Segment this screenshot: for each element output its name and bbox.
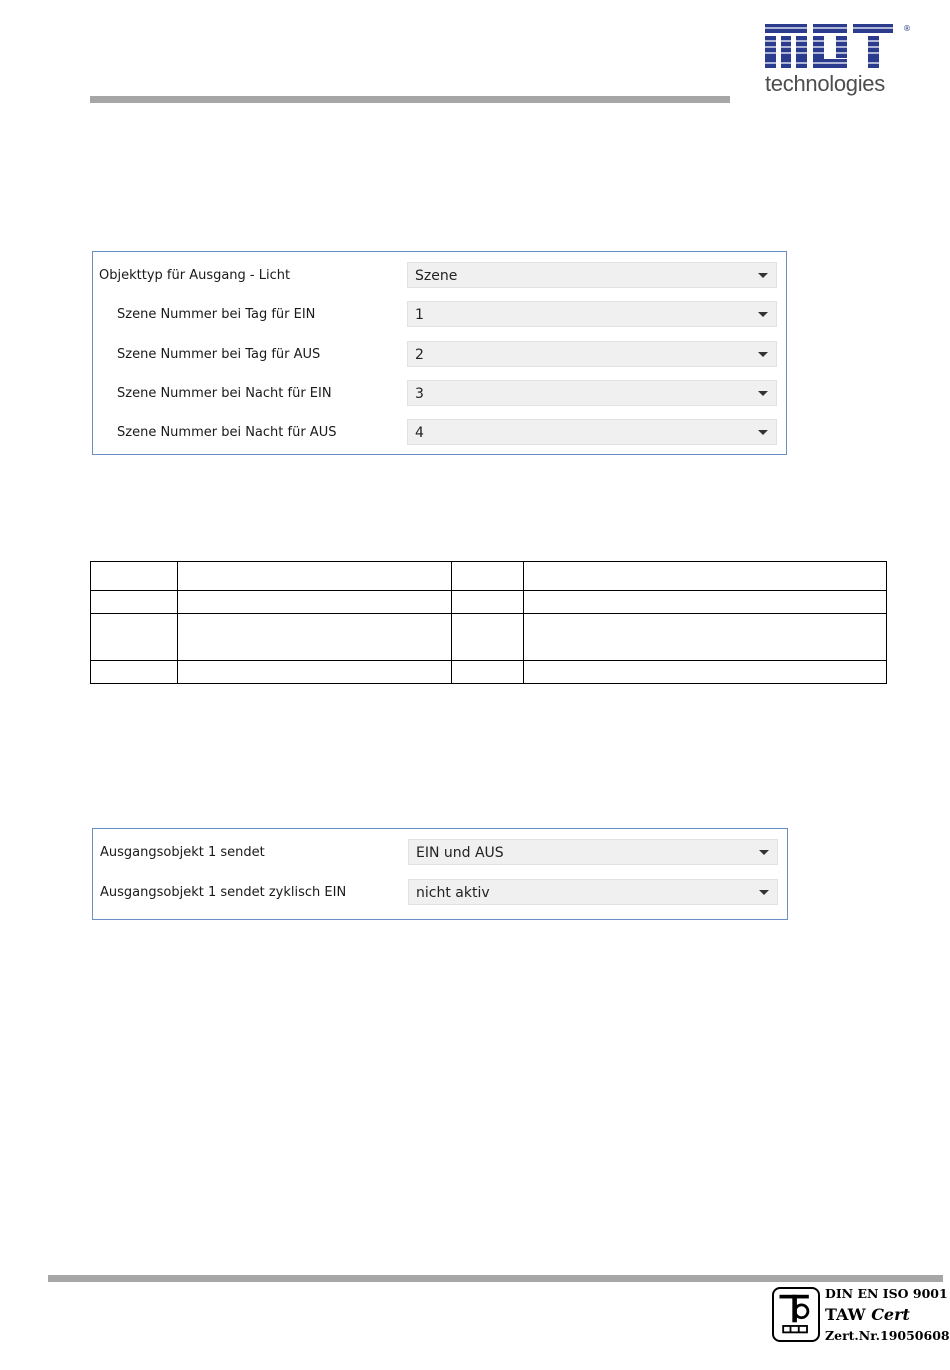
cert-taw-cert: Cert bbox=[871, 1305, 910, 1324]
empty-table bbox=[90, 561, 887, 684]
footer-rule bbox=[48, 1275, 943, 1282]
param-label: Szene Nummer bei Nacht für EIN bbox=[117, 386, 332, 401]
sendet-select[interactable] bbox=[408, 839, 778, 865]
scene-nacht-ein-select[interactable] bbox=[407, 380, 777, 406]
param-label: Ausgangsobjekt 1 sendet bbox=[100, 845, 265, 860]
scene-tag-aus-select[interactable] bbox=[407, 341, 777, 367]
scene-tag-ein-select[interactable] bbox=[407, 301, 777, 327]
param-label: Objekttyp für Ausgang - Licht bbox=[99, 268, 291, 283]
select-value: 1 bbox=[415, 307, 424, 323]
chevron-down-icon bbox=[758, 273, 768, 278]
scene-parameter-panel bbox=[92, 251, 787, 455]
cert-number: Zert.Nr.19050608 bbox=[825, 1328, 950, 1343]
param-row-objekttyp bbox=[93, 262, 786, 290]
param-row-nacht-aus bbox=[93, 419, 786, 447]
taw-cert-logo bbox=[772, 1287, 820, 1342]
param-row-nacht-ein bbox=[93, 380, 786, 408]
select-value: EIN und AUS bbox=[416, 845, 504, 861]
chevron-down-icon bbox=[758, 312, 768, 317]
cert-taw-name: TAW bbox=[825, 1305, 872, 1324]
scene-nacht-aus-select[interactable] bbox=[407, 419, 777, 445]
chevron-down-icon bbox=[758, 391, 768, 396]
param-row-sendet bbox=[93, 839, 787, 867]
param-label: Szene Nummer bei Tag für AUS bbox=[117, 347, 321, 362]
param-row-tag-aus bbox=[93, 341, 786, 369]
cert-iso: DIN EN ISO 9001 bbox=[825, 1286, 948, 1301]
chevron-down-icon bbox=[759, 890, 769, 895]
objekttyp-select[interactable] bbox=[407, 262, 777, 288]
param-label: Szene Nummer bei Nacht für AUS bbox=[117, 425, 337, 440]
table-row bbox=[91, 614, 887, 661]
select-value: 3 bbox=[415, 386, 424, 402]
select-value: 2 bbox=[415, 347, 424, 363]
registered-mark: ® bbox=[903, 24, 911, 33]
select-value: Szene bbox=[415, 268, 458, 284]
cert-taw bbox=[825, 1305, 910, 1324]
select-value: 4 bbox=[415, 425, 424, 441]
param-label: Szene Nummer bei Tag für EIN bbox=[117, 307, 316, 322]
header-rule bbox=[90, 96, 730, 103]
param-label: Ausgangsobjekt 1 sendet zyklisch EIN bbox=[100, 885, 347, 900]
logo-subtitle: technologies bbox=[765, 71, 885, 96]
output-object-panel bbox=[92, 828, 788, 920]
chevron-down-icon bbox=[759, 850, 769, 855]
param-row-zyklisch bbox=[93, 879, 787, 907]
table-row bbox=[91, 562, 887, 591]
param-row-tag-ein bbox=[93, 301, 786, 329]
table-row bbox=[91, 591, 887, 614]
table-row bbox=[91, 661, 887, 684]
select-value: nicht aktiv bbox=[416, 885, 490, 901]
chevron-down-icon bbox=[758, 352, 768, 357]
mdt-logo bbox=[765, 22, 910, 70]
zyklisch-select[interactable] bbox=[408, 879, 778, 905]
chevron-down-icon bbox=[758, 430, 768, 435]
